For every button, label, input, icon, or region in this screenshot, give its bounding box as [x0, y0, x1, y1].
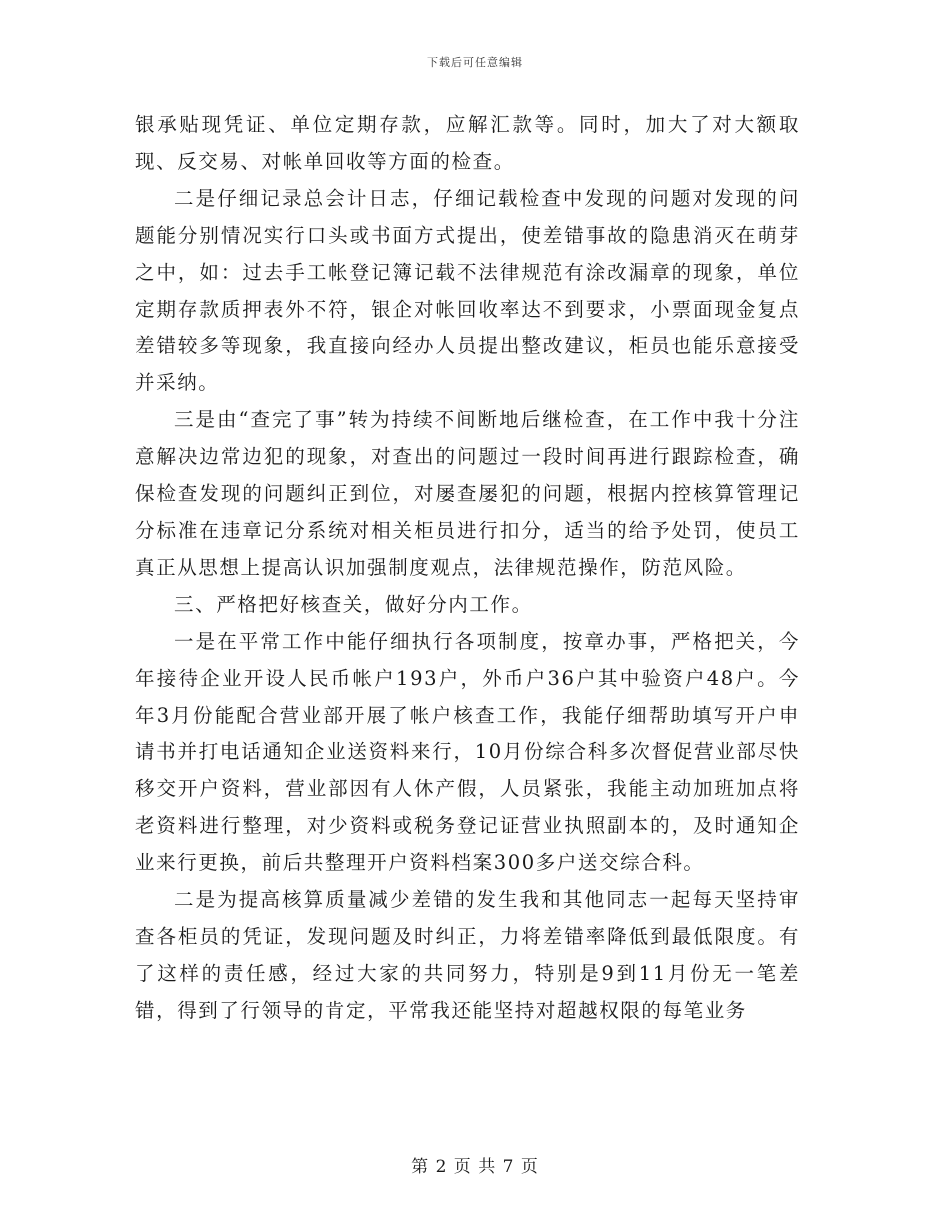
paragraph-4: 一是在平常工作中能仔细执行各项制度，按章办事，严格把关，今年接待企业开设人民币帐户193户，外币户36户其中验资户48户。今年3月份能配合营业部开展了帐户核查工作，我能仔细帮助填写开户申请书并打电话通知企业送资料来行，10月份综合科多次督促营业部尽快移交开户资料，营业部因有人休产假，人员紧张，我能主动加班加点将老资料进行整理，对少资料或税务登记证营业执照副本的，及时通知企业来行更换，前后共整理开户资料档案300多户送交综合科。 [135, 629, 800, 875]
document-body [135, 107, 800, 1030]
page-number-label: 第 2 页 共 7 页 [411, 1157, 539, 1177]
paragraph-2: 二是仔细记录总会计日志，仔细记载检查中发现的问题对发现的问题能分别情况实行口头或书面方式提出，使差错事故的隐患消灭在萌芽之中，如：过去手工帐登记簿记载不法律规范有涂改漏章的现象，单位定期存款质押表外不符，银企对帐回收率达不到要求，小票面现金复点差错较多等现象，我直接向经办人员提出整改建议，柜员也能乐意接受并采纳。 [135, 186, 800, 395]
section-heading-3: 三、严格把好核查关，做好分内工作。 [174, 592, 533, 616]
paragraph-1: 银承贴现凭证、单位定期存款，应解汇款等。同时，加大了对大额取现、反交易、对帐单回收等方面的检查。 [135, 113, 800, 173]
paragraph-3: 三是由“查完了事”转为持续不间断地后继检查，在工作中我十分注意解决边常边犯的现象，对查出的问题过一段时间再进行跟踪检查，确保检查发现的问题纠正到位，对屡查屡犯的问题，根据内控核算管理记分标准在违章记分系统对相关柜员进行扣分，适当的给予处罚，使员工真正从思想上提高认识加强制度观点，法律规范操作，防范风险。 [135, 408, 800, 579]
page-footer [0, 1152, 950, 1177]
paragraph-5: 二是为提高核算质量减少差错的发生我和其他同志一起每天坚持审查各柜员的凭证，发现问题及时纠正，力将差错率降低到最低限度。有了这样的责任感，经过大家的共同努力，特别是9到11月份无一笔差错，得到了行领导的肯定，平常我还能坚持对超越权限的每笔业务 [135, 888, 800, 1022]
page-header-note: 下载后可任意编辑 [427, 56, 523, 69]
